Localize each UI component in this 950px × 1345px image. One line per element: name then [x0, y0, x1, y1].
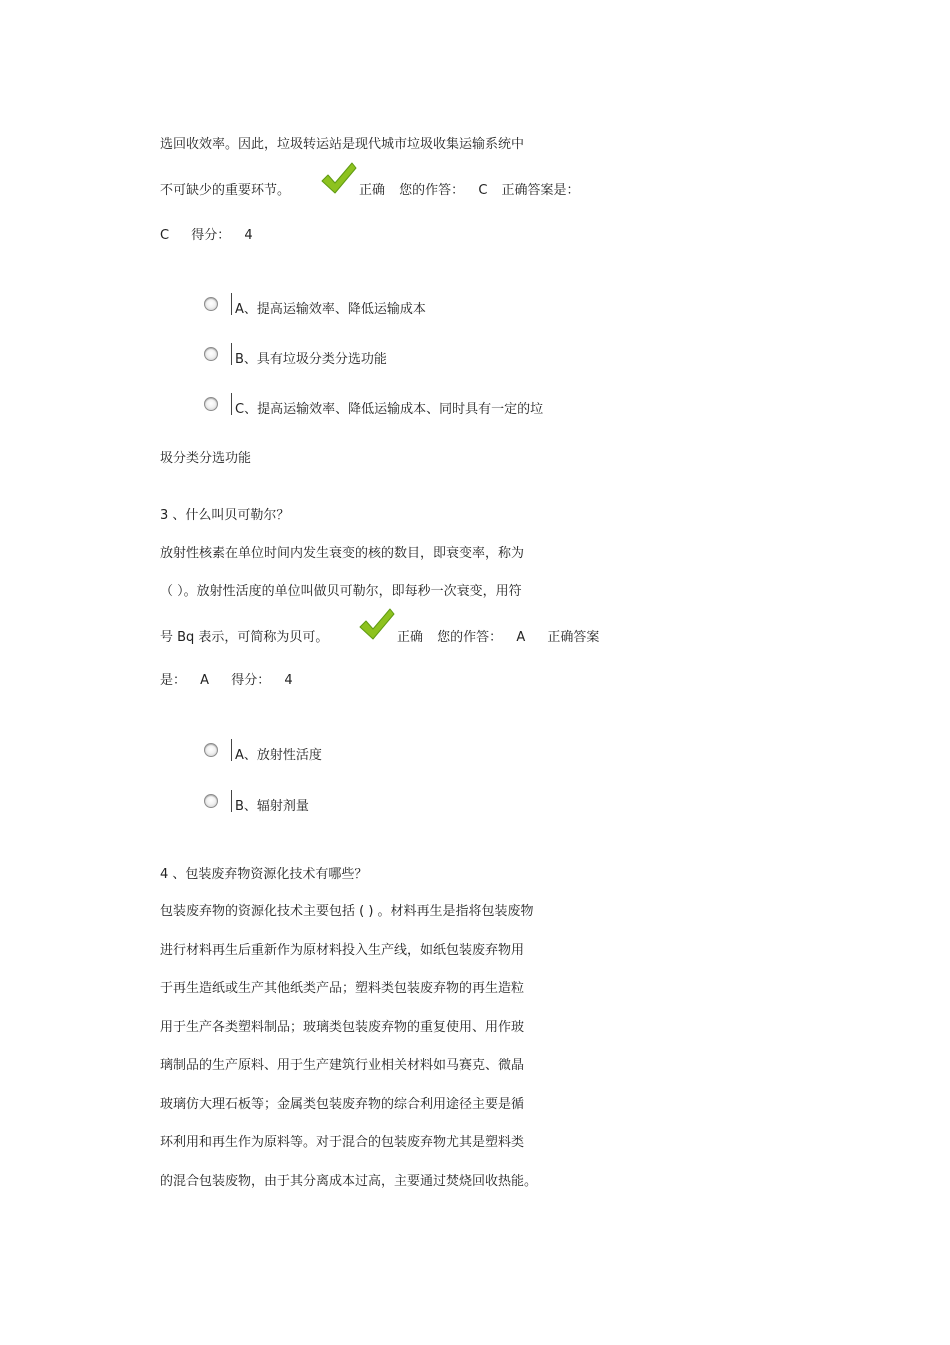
- q2-option-a-label: A、提高运输效率、降低运输成本: [235, 302, 426, 317]
- divider: [231, 293, 232, 315]
- q2-score-label: 得分：: [191, 228, 231, 243]
- q2-option-b-label: B、具有垃圾分类分选功能: [235, 352, 387, 367]
- divider: [231, 393, 232, 415]
- radio-button[interactable]: [204, 347, 218, 361]
- q4-body-line-3: 于再生造纸或生产其他纸类产品；塑料类包装废弃物的再生造粒: [160, 981, 525, 996]
- q4-body-line-6: 玻璃仿大理石板等；金属类包装废弃物的综合利用途径主要是循: [160, 1097, 525, 1112]
- radio-button[interactable]: [204, 397, 218, 411]
- q3-body-line-2: （ ）。放射性活度的单位叫做贝可勒尔，即每秒一次衰变，用符: [160, 584, 522, 599]
- q2-correct-label: 正确答案是：: [501, 183, 580, 198]
- divider: [231, 739, 232, 761]
- q3-score: 4: [284, 673, 293, 688]
- q2-correct-answer: C: [160, 228, 170, 243]
- divider: [231, 790, 232, 812]
- q3-body-line-3: 号 Bq 表示，可简称为贝可。: [160, 630, 329, 645]
- radio-button[interactable]: [204, 297, 218, 311]
- checkmark-icon: [319, 160, 357, 198]
- radio-button[interactable]: [204, 794, 218, 808]
- q3-correct-answer: A: [200, 673, 210, 688]
- q3-answer-line: [160, 672, 293, 690]
- q3-score-label: 得分：: [231, 673, 271, 688]
- q4-title: 4 、包装废弃物资源化技术有哪些？: [160, 867, 368, 882]
- q4-body-line-5: 璃制品的生产原料、用于生产建筑行业相关材料如马赛克、微晶: [160, 1058, 525, 1073]
- q4-body-line-1: 包装废弃物的资源化技术主要包括 ( ) 。材料再生是指将包装废物: [160, 904, 534, 919]
- q3-body-line-1: 放射性核素在单位时间内发生衰变的核的数目，即衰变率，称为: [160, 546, 525, 561]
- q3-your-answer: A: [516, 630, 526, 645]
- q3-result-line: [397, 629, 599, 647]
- q4-body-line-8: 的混合包装废物，由于其分离成本过高，主要通过焚烧回收热能。: [160, 1174, 538, 1189]
- q2-text-line-2: [160, 182, 290, 200]
- q4-body-line-4: 用于生产各类塑料制品；玻璃类包装废弃物的重复使用、用作玻: [160, 1020, 525, 1035]
- q2-result-line: [359, 182, 580, 200]
- q2-score: 4: [244, 228, 253, 243]
- q2-option-c-label: C、提高运输效率、降低运输成本、同时具有一定的垃: [235, 402, 544, 417]
- divider: [231, 343, 232, 365]
- q3-option-a-label: A、放射性活度: [235, 748, 322, 763]
- q2-your-answer: C: [478, 183, 488, 198]
- radio-button[interactable]: [204, 743, 218, 757]
- q3-correct-label-2: 是：: [160, 673, 187, 688]
- q2-answer-line: [160, 227, 253, 245]
- checkmark-icon: [357, 606, 395, 644]
- q3-title: 3 、什么叫贝可勒尔？: [160, 508, 290, 523]
- q2-text-line-2-text: 不可缺少的重要环节。: [160, 183, 291, 198]
- q3-your-answer-label: 您的作答：: [437, 630, 503, 645]
- q3-correct-label: 正确答案: [547, 630, 600, 645]
- q2-text-line-1: 选回收效率。因此，垃圾转运站是现代城市垃圾收集运输系统中: [160, 137, 525, 152]
- q4-body-line-7: 环利用和再生作为原料等。对于混合的包装废弃物尤其是塑料类: [160, 1135, 525, 1150]
- q3-result-status: 正确: [397, 630, 424, 645]
- q3-option-b-label: B、辐射剂量: [235, 799, 309, 814]
- q2-option-c-continuation: 圾分类分选功能: [160, 451, 252, 466]
- q2-your-answer-label: 您的作答：: [399, 183, 465, 198]
- q4-body-line-2: 进行材料再生后重新作为原材料投入生产线，如纸包装废弃物用: [160, 943, 525, 958]
- q2-result-status: 正确: [359, 183, 386, 198]
